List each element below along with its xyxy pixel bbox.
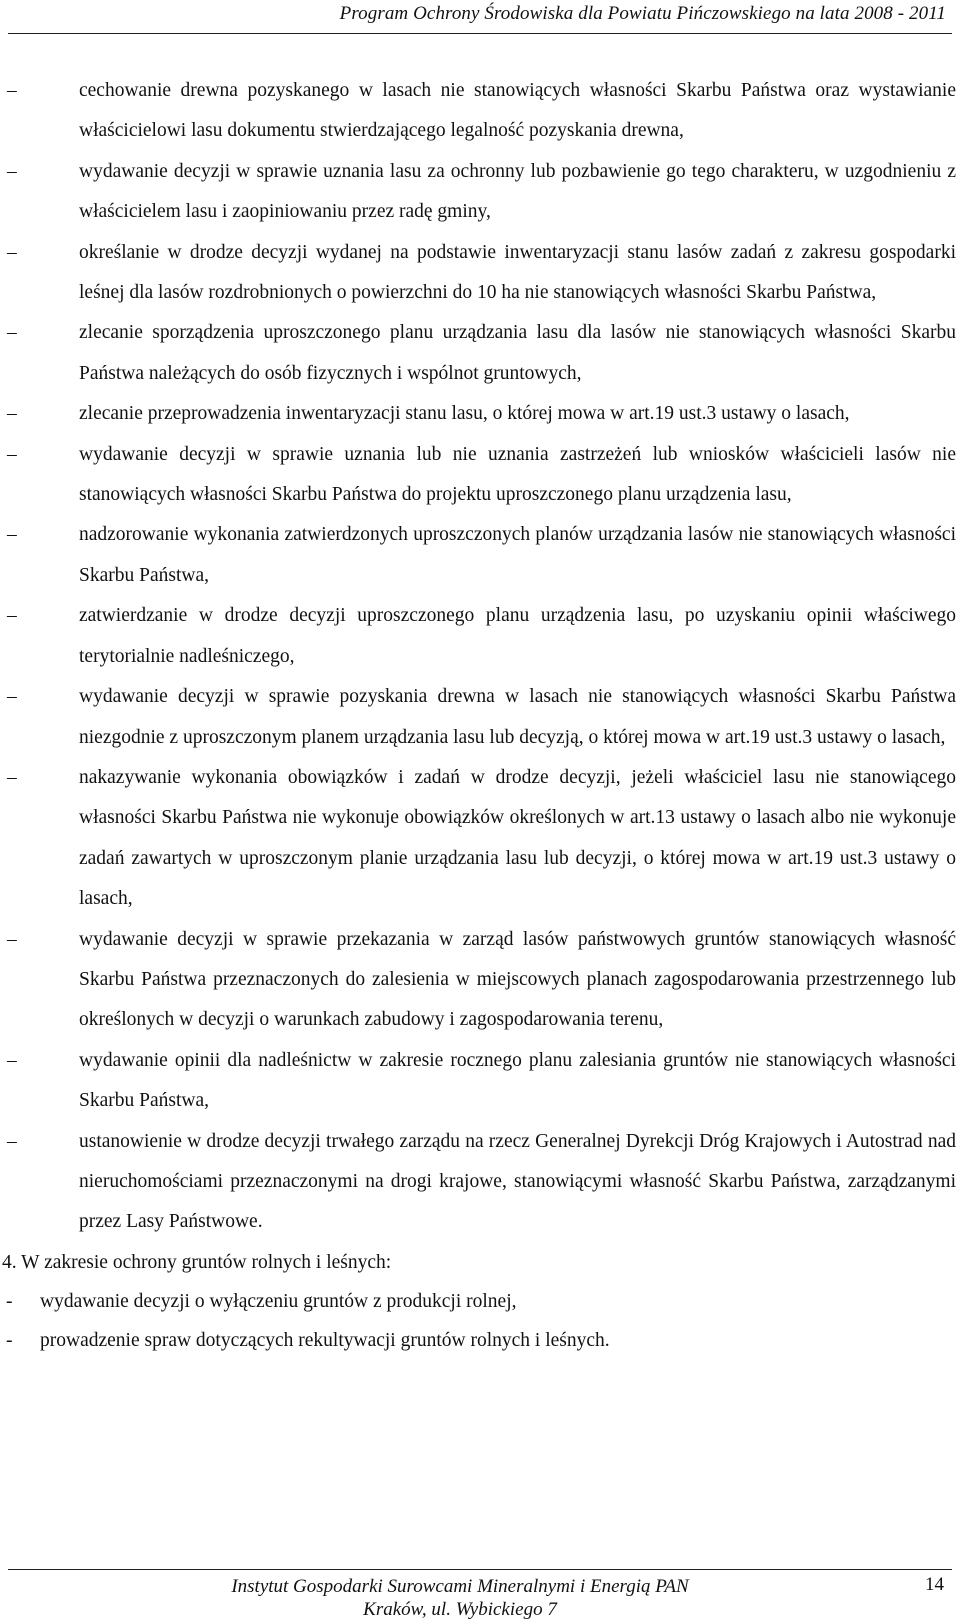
list-item-text: wydawanie decyzji o wyłączeniu gruntów z produkcji rolnej, [40,1290,517,1312]
hyphen-marker: - [6,1290,13,1312]
list-item [6,1321,940,1360]
dash-marker: – [7,766,17,788]
list-item-text: wydawanie opinii dla nadleśnictw w zakresie rocznego planu zalesiania gruntów nie stanowiących własności Skarbu Państwa, [79,1049,956,1112]
duties-list [0,71,960,1243]
list-item-text: wydawanie decyzji w sprawie uznania lub nie uznania zastrzeżeń lub wniosków właścicieli lasów nie stanowiących własności Skarbu Państwa do projektu uproszczonego planu urządzenia lasu, [79,443,956,506]
list-item-text: cechowanie drewna pozyskanego w lasach nie stanowiących własności Skarbu Państwa oraz wystawianie właścicielowi lasu dokumentu stwierdzającego legalność pozyskania drewna, [79,80,956,142]
list-item [7,1122,956,1243]
list-item-text: zatwierdzanie w drodze decyzji uproszczonego planu urządzenia lasu, po uzyskaniu opinii właściwego terytorialnie nadleśniczego, [79,605,956,667]
footer-address: Kraków, ul. Wybickiego 7 [363,1599,557,1620]
list-item-text: wydawanie decyzji w sprawie przekazania w zarząd lasów państwowych gruntów stanowiących własność Skarbu Państwa przeznaczonych do zalesienia w miejscowych planach zagospodarowania przestrzennego lub określonych w decyzji o warunkach zabudowy i zagospodarowania terenu, [79,928,956,1031]
list-item-text: wydawanie decyzji w sprawie uznania lasu za ochronny lub pozbawienie go tego charakteru, w uzgodnieniu z właścicielem lasu i zaopiniowaniu przez radę gminy, [79,160,956,223]
dash-marker: – [7,80,17,101]
list-item-text: prowadzenie spraw dotyczących rekultywacji gruntów rolnych i leśnych. [40,1329,610,1351]
section-heading: 4. W zakresie ochrony gruntów rolnych i leśnych: [2,1251,392,1273]
hyphen-marker: - [6,1329,13,1351]
list-item [7,677,956,758]
dash-marker: – [7,322,17,344]
list-item [7,920,956,1041]
list-item [6,1282,940,1321]
dash-marker: – [7,403,17,425]
list-item [7,313,956,394]
header-divider [8,33,952,34]
list-item-text: nadzorowanie wykonania zatwierdzonych uproszczonych planów urządzania lasów nie stanowiących własności Skarbu Państwa, [79,524,956,586]
list-item-text: określanie w drodze decyzji wydanej na podstawie inwentaryzacji stanu lasów zadań z zakresu gospodarki leśnej dla lasów rozdrobnionych o powierzchni do 10 ha nie stanowiących własności Skarbu Państwa, [79,241,956,304]
footer-divider [8,1569,952,1570]
list-item [7,152,956,233]
list-item-text: nakazywanie wykonania obowiązków i zadań w drodze decyzji, jeżeli właściciel lasu nie stanowiącego własności Skarbu Państwa nie wykonuje obowiązków określonych w art.13 ustawy o lasach albo nie wykonuje zadań zawartych w uproszczonym planie urządzania lasu lub decyzji, o której mowa w art.19 ust.3 ustawy o lasach, [79,766,956,910]
footer-institution: Instytut Gospodarki Surowcami Mineralnymi i Energią PAN [231,1576,689,1597]
list-item [7,233,956,314]
list-item [7,394,956,434]
dash-marker: – [7,605,17,627]
header-title: Program Ochrony Środowiska dla Powiatu Pińczowskiego na lata 2008 - 2011 [339,3,946,24]
list-item [7,596,956,677]
list-item [7,435,956,516]
dash-marker: – [7,443,17,465]
list-item-text: ustanowienie w drodze decyzji trwałego zarządu na rzecz Generalnej Dyrekcji Dróg Krajowych i Autostrad nad nieruchomościami przeznaczonymi na drogi krajowe, stanowiącymi własność Skarbu Państwa, zarządzanymi przez Lasy Państwowe. [79,1130,956,1233]
dash-marker: – [7,1049,17,1071]
list-item-text: zlecanie przeprowadzenia inwentaryzacji stanu lasu, o której mowa w art.19 ust.3 ustawy o lasach, [79,403,850,425]
dash-marker: – [7,928,17,950]
list-item-text: wydawanie decyzji w sprawie pozyskania drewna w lasach nie stanowiących własności Skarbu Państwa niezgodnie z uproszczonym planem urządzania lasu lub decyzją, o której mowa w art.19 ust.3 ustawy o lasach, [79,686,956,748]
dash-marker: – [7,524,17,546]
page-content [0,71,960,1360]
dash-marker: – [7,686,17,708]
list-item-text: zlecanie sporządzenia uproszczonego planu urządzania lasu dla lasów nie stanowiących własności Skarbu Państwa należących do osób fizycznych i wspólnot gruntowych, [79,322,956,384]
list-item [7,758,956,920]
list-item [7,71,956,152]
dash-marker: – [7,160,17,182]
list-item [7,515,956,596]
dash-marker: – [7,1130,17,1152]
page-number: 14 [925,1574,944,1595]
list-item [7,1041,956,1122]
dash-marker: – [7,241,17,263]
